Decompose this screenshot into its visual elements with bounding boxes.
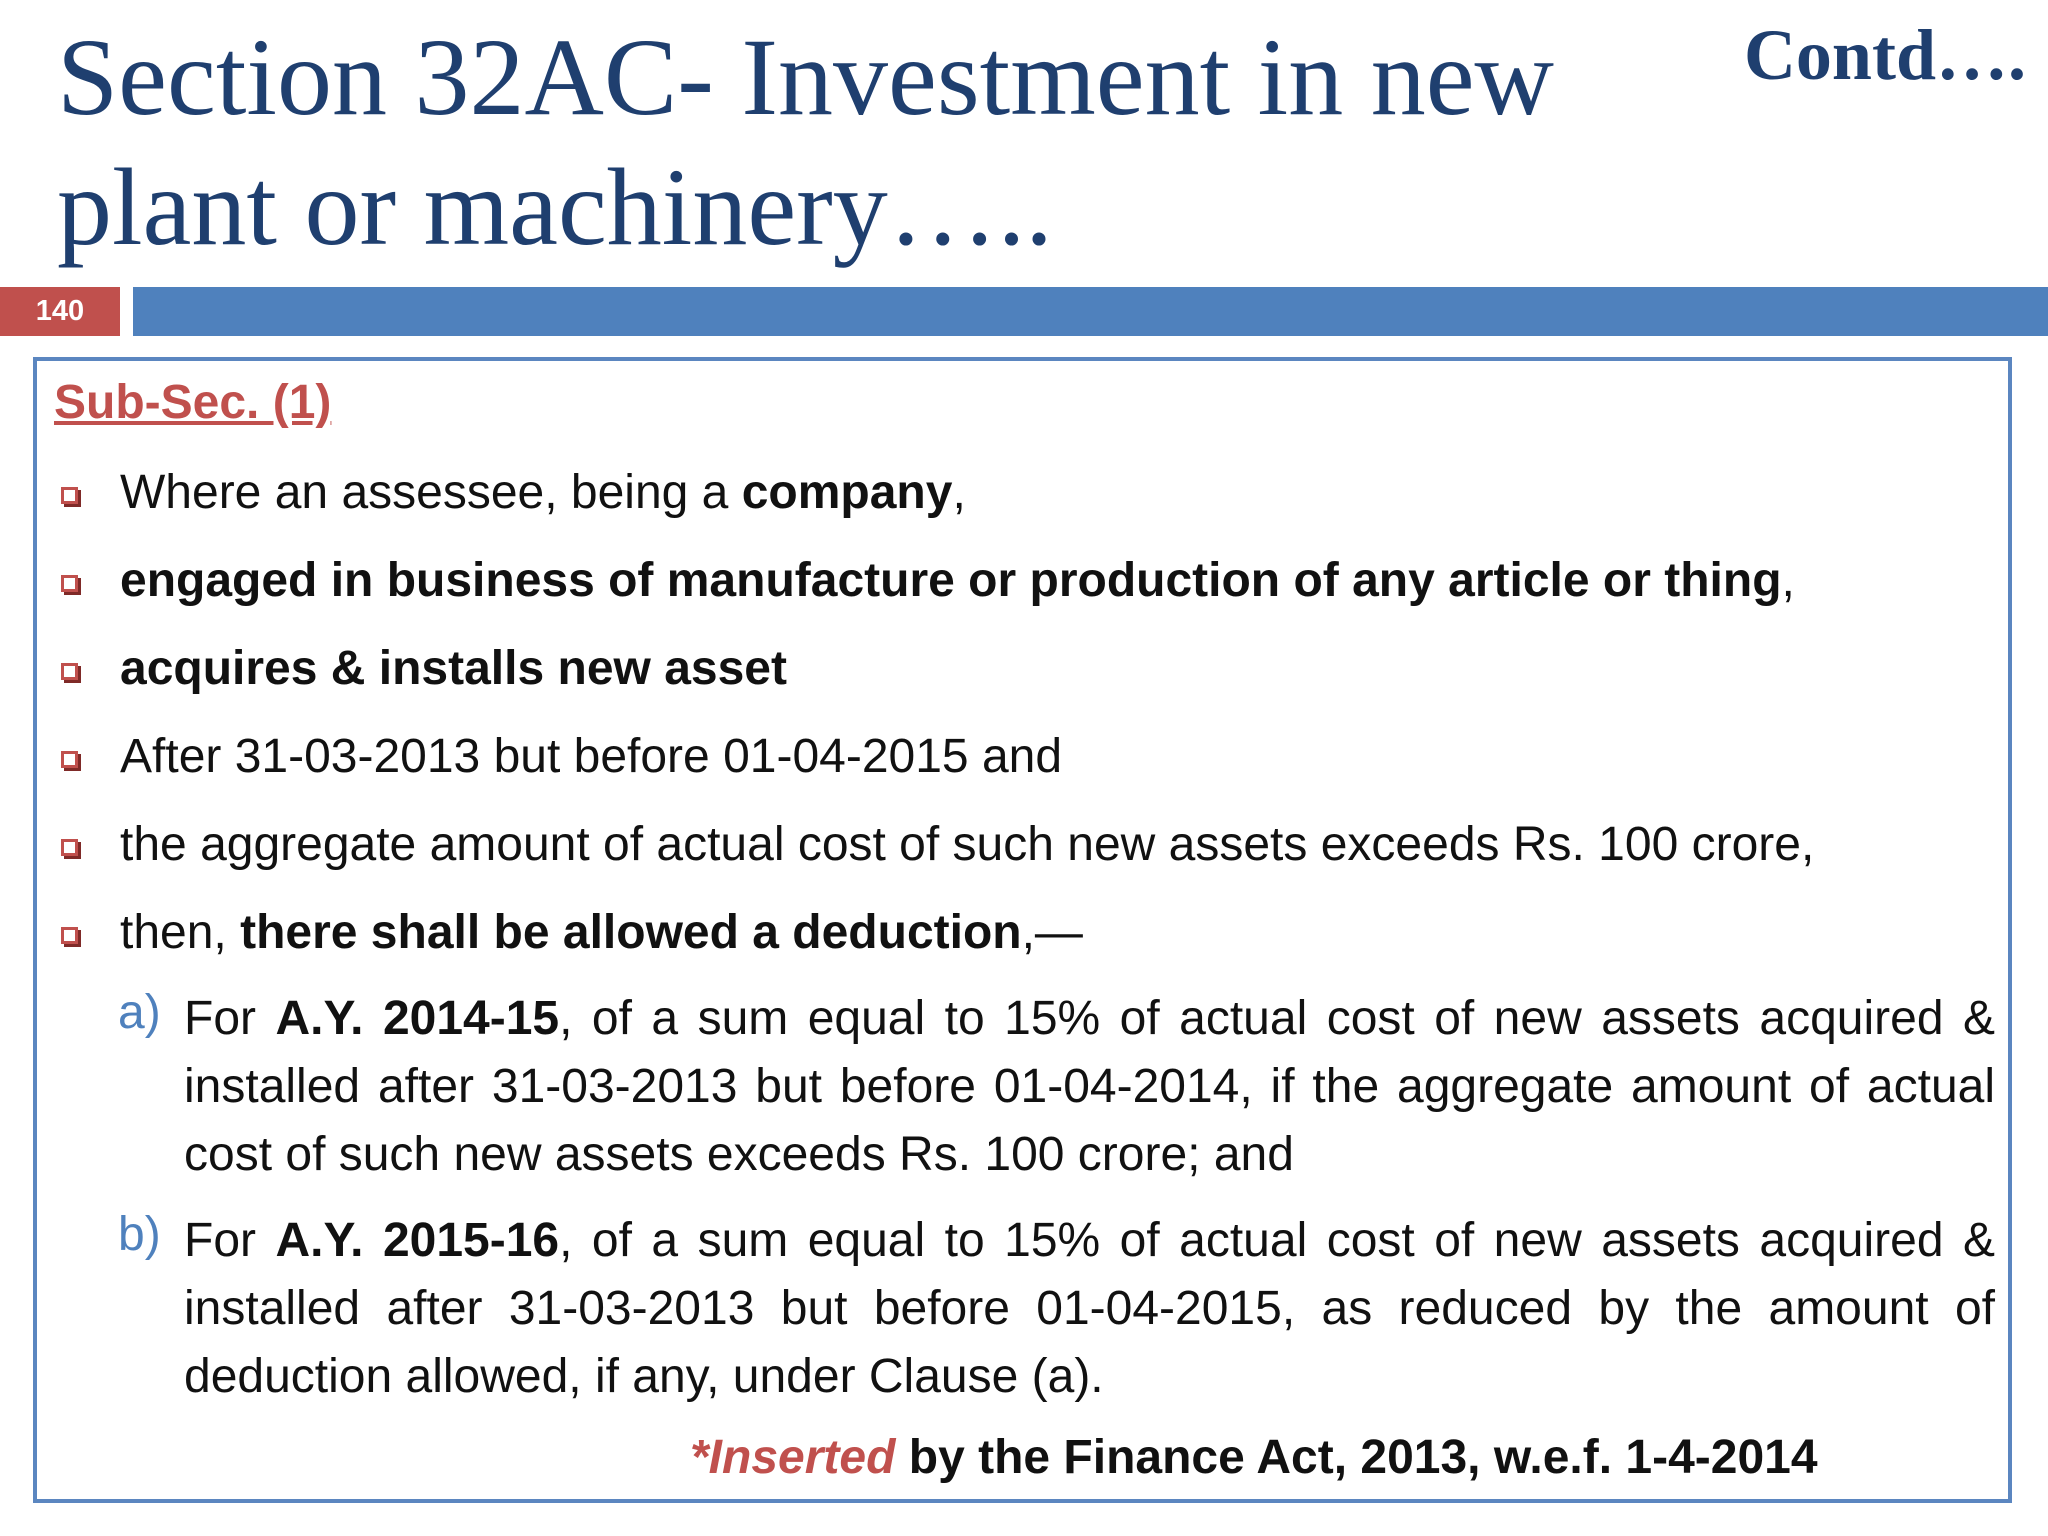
square-bullet-icon <box>61 575 78 592</box>
title-divider-bar <box>133 287 2048 336</box>
square-bullet-icon <box>61 487 78 504</box>
footnote: *Inserted by the Finance Act, 2013, w.e.f. 1-4-2014 <box>690 1431 1818 1484</box>
subsection-heading: Sub-Sec. (1) <box>54 376 332 429</box>
page-number-badge: 140 <box>0 287 120 336</box>
sub-item-marker: b) <box>118 1208 161 1261</box>
square-bullet-icon <box>61 751 78 768</box>
sub-item-text: For A.Y. 2015-16, of a sum equal to 15% of actual cost of new assets acquired & installed after 31-03-2013 but before 01-04-2015, as reduced by the amount of deduction allowed, if any, under Clause (a). <box>184 1214 1995 1403</box>
square-bullet-icon <box>61 927 78 944</box>
sub-item-text: For A.Y. 2014-15, of a sum equal to 15% of actual cost of new assets acquired & installed after 31-03-2013 but before 01-04-2014, if the aggregate amount of actual cost of such new assets exceeds Rs. 100 crore; and <box>184 992 1995 1181</box>
sub-item-marker: a) <box>118 986 161 1039</box>
slide-title-line-2: plant or machinery….. <box>57 146 1053 268</box>
contd-label: Contd…. <box>1743 15 2026 95</box>
square-bullet-icon <box>61 839 78 856</box>
square-bullet-icon <box>61 663 78 680</box>
slide-title-line-1: Section 32AC- Investment in new <box>57 16 1554 138</box>
slide-title <box>57 12 1557 272</box>
